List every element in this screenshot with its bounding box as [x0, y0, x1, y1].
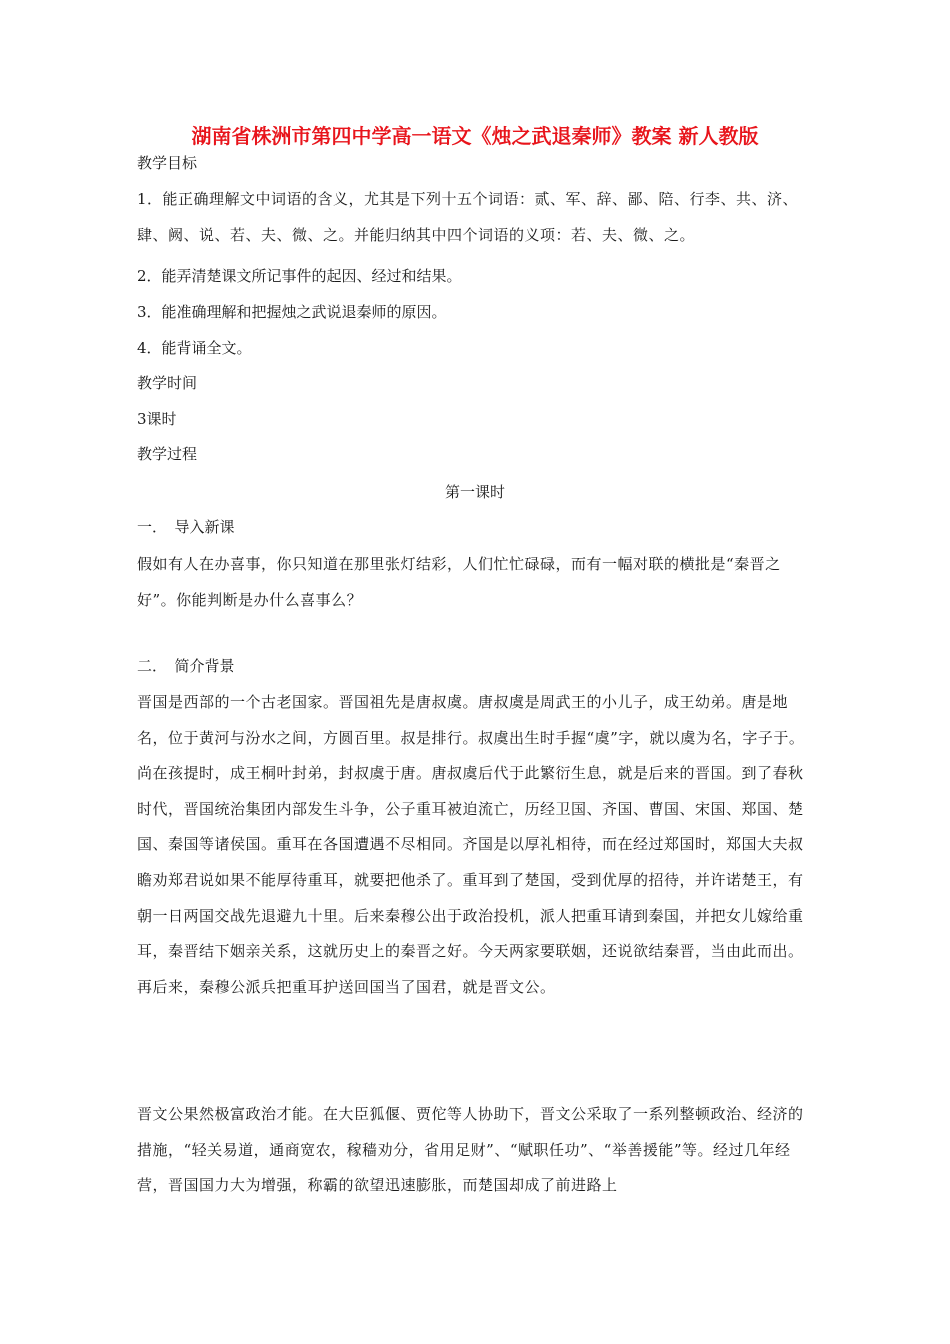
objective-1: 1．能正确理解文中词语的含义，尤其是下列十五个词语：贰、军、辞、鄙、陪、行李、共、济、肆、阙、说、若、夫、微、之。并能归纳其中四个词语的义项：若、夫、微、之。: [137, 190, 799, 244]
time-value: 3课时: [137, 410, 177, 428]
section-2-paragraph-1: 晋国是西部的一个古老国家。晋国祖先是唐叔虞。唐叔虞是周武王的小儿子，成王幼弟。唐是地名，位于黄河与汾水之间，方圆百里。叔是排行。叔虞出生时手握“虞”字，就以虞为名，字子于。尚在孩提时，成王桐叶封弟，封叔虞于唐。唐叔虞后代于此繁衍生息，就是后来的晋国。到了春秋时代，晋国统治集团内部发生斗争，公子重耳被迫流亡，历经卫国、齐国、曹国、宋国、郑国、楚国、秦国等诸侯国。重耳在各国遭遇不尽相同。齐国是以厚礼相待，而在经过郑国时，郑国大夫叔瞻劝郑君说如果不能厚待重耳，就要把他杀了。重耳到了楚国，受到优厚的招待，并许诺楚王，有朝一日两国交战先退避九十里。后来秦穆公出于政治投机，派人把重耳请到秦国，并把女儿嫁给重耳，秦晋结下姻亲关系，这就历史上的秦晋之好。今天两家要联姻，还说欲结秦晋，当由此而出。再后来，秦穆公派兵把重耳护送回国当了国君，就是晋文公。: [137, 693, 805, 996]
section-2-paragraph-2: 晋文公果然极富政治才能。在大臣狐偃、贾佗等人协助下，晋文公采取了一系列整顿政治、经济的措施，“轻关易道，通商宽农，稼穑劝分，省用足财”、“赋职任功”、“举善援能”等。经过几年经营，晋国国力大为增强，称霸的欲望迅速膨胀，而楚国却成了前进路上: [137, 1105, 804, 1195]
section-2-heading: 二． 简介背景: [137, 657, 235, 675]
objective-2: 2．能弄清楚课文所记事件的起因、经过和结果。: [137, 267, 462, 285]
section-1-text: 假如有人在办喜事，你只知道在那里张灯结彩，人们忙忙碌碌，而有一幅对联的横批是“秦晋之好”。你能判断是办什么喜事么？: [137, 555, 781, 609]
time-heading: 教学时间: [137, 374, 198, 392]
objective-3: 3．能准确理解和把握烛之武说退秦师的原因。: [137, 303, 447, 321]
process-heading: 教学过程: [137, 445, 198, 463]
objectives-heading: 教学目标: [137, 154, 198, 172]
document-title: 湖南省株洲市第四中学高一语文《烛之武退秦师》教案 新人教版: [191, 124, 759, 148]
lesson-heading: 第一课时: [444, 483, 505, 501]
objective-4: 4．能背诵全文。: [137, 339, 252, 357]
section-1-heading: 一． 导入新课: [137, 518, 235, 536]
